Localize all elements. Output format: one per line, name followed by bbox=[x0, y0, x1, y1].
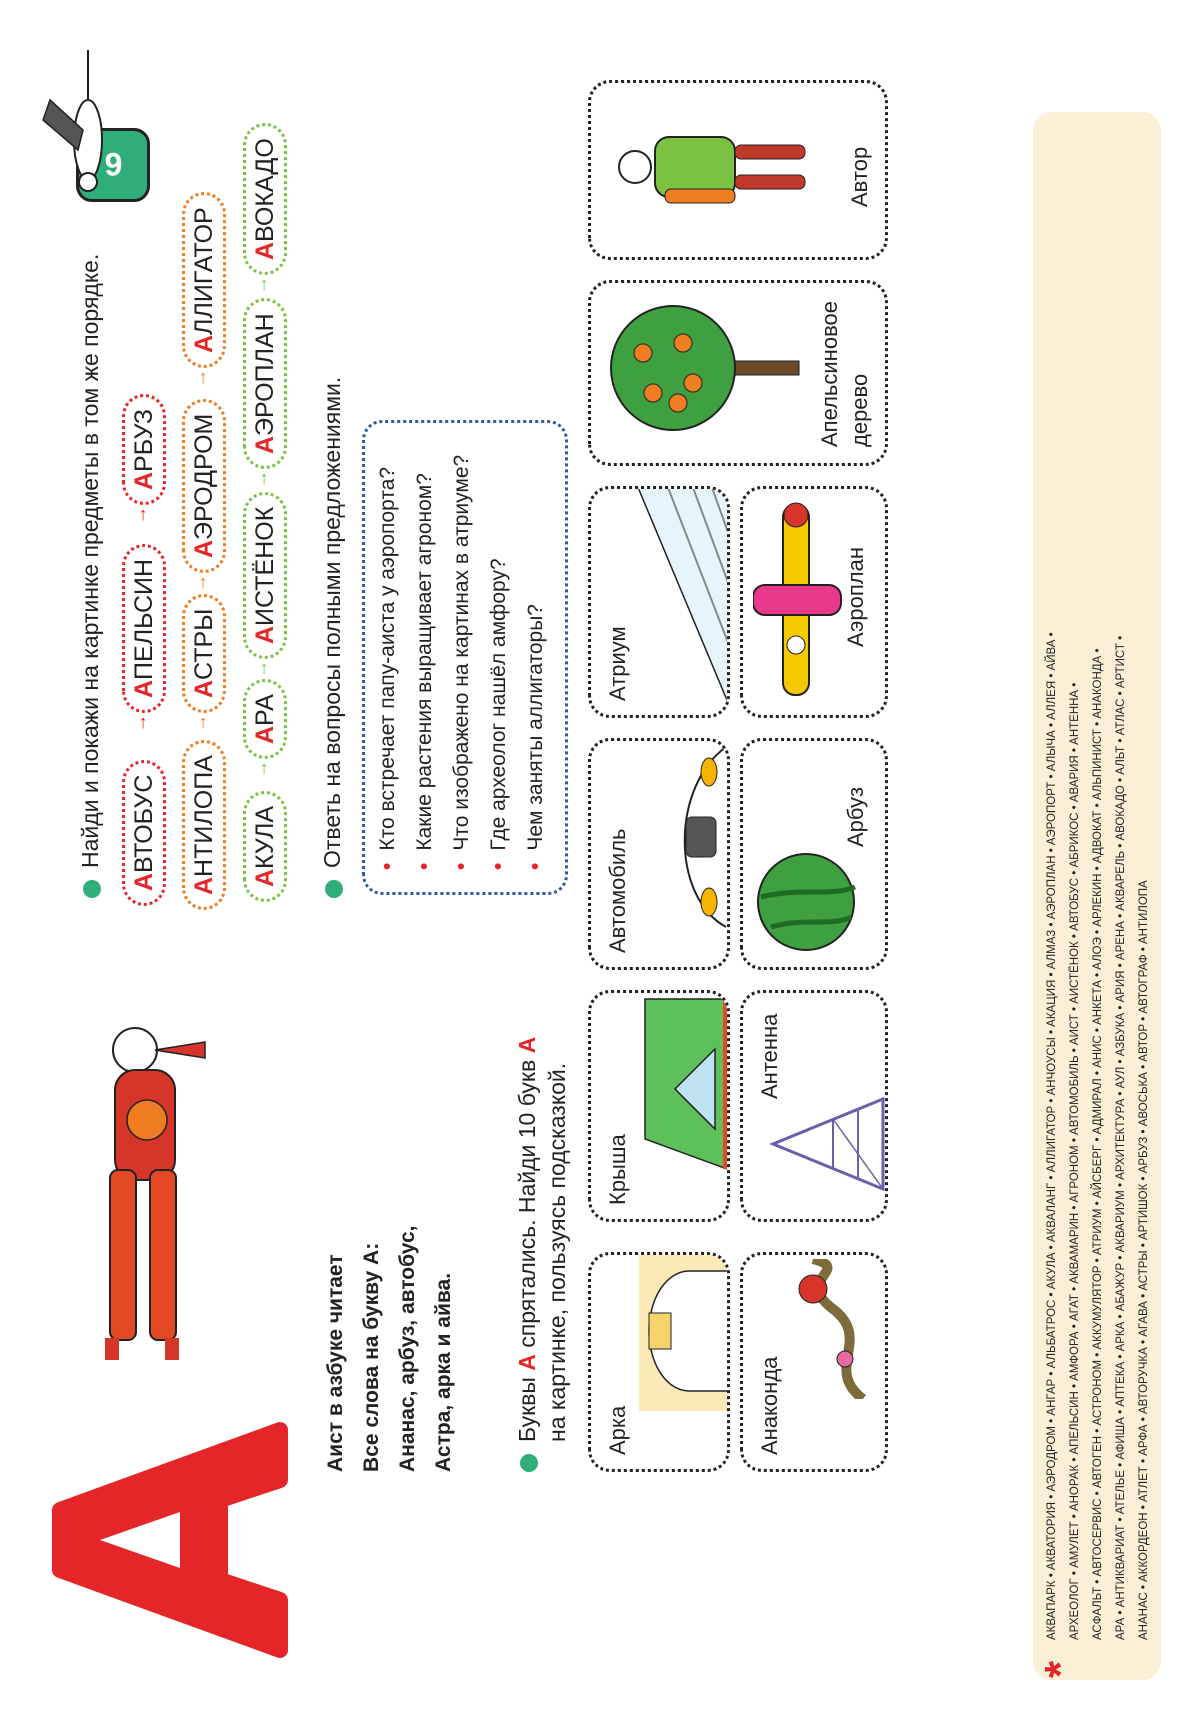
chip-first-letter: А bbox=[250, 868, 279, 887]
intro-line: Все слова на букву А: bbox=[360, 1242, 383, 1472]
word-chip[interactable] bbox=[122, 760, 166, 906]
chip-first-letter: А bbox=[189, 876, 218, 895]
word-chip[interactable] bbox=[243, 679, 287, 759]
question-text: Кто встречает папу-аиста у аэропорта? bbox=[376, 466, 399, 851]
watermelon-picture bbox=[751, 847, 861, 957]
picture-card-avtor[interactable] bbox=[588, 80, 888, 260]
arrow-icon: → bbox=[190, 574, 210, 592]
task3-letter: А bbox=[514, 1354, 540, 1371]
picture-card-arka[interactable] bbox=[588, 1252, 730, 1472]
card-label: дерево bbox=[847, 373, 872, 447]
roof-picture bbox=[635, 990, 729, 1179]
car-picture bbox=[631, 738, 730, 937]
picture-card-arbuz[interactable] bbox=[740, 738, 888, 970]
task1-text: Найди и покажи на картинке предметы в том же порядке. bbox=[77, 253, 103, 868]
question: •Где археолог нашёл амфору? bbox=[487, 558, 510, 870]
chip-word: ЭРОДРОМ bbox=[189, 413, 218, 540]
chip-word: РБУЗ bbox=[129, 408, 158, 472]
picture-card-atrium[interactable] bbox=[588, 486, 730, 718]
card-label: Антенна bbox=[757, 1013, 782, 1099]
antenna-picture bbox=[763, 1079, 887, 1209]
arrow-icon: → bbox=[251, 760, 271, 778]
chip-first-letter: А bbox=[250, 625, 279, 644]
card-label: Аэроплан bbox=[843, 547, 868, 647]
word-chip[interactable] bbox=[122, 544, 166, 713]
question-text: Чем заняты аллигаторы? bbox=[524, 604, 547, 851]
question: •Какие растения выращивает агроном? bbox=[413, 473, 436, 870]
bullet-icon bbox=[520, 1454, 538, 1472]
picture-card-aeroplan[interactable] bbox=[740, 486, 888, 718]
intro-line: Астра, арка и айва. bbox=[432, 1272, 455, 1472]
word-chip[interactable] bbox=[243, 791, 287, 902]
arrow-icon: → bbox=[130, 714, 150, 732]
stork-illustration bbox=[55, 1000, 335, 1380]
chip-word: ИСТЁНОК bbox=[250, 506, 279, 626]
arch-picture bbox=[639, 1252, 730, 1411]
glossary-line: АКВАПАРК • АКВАТОРИЯ • АЭРОДРОМ • АНГАР • АЛЬБАТРОС • АКУЛА • АКВАЛАНГ • АЛЛИГАТОР • АНЧОУСЫ • АКАЦИЯ • АЛМАЗ • АЭРОПЛАН • АЭРОПОРТ • АЛЫЧА • АЛЛЕЯ • АЙВА • bbox=[1046, 632, 1058, 1640]
page-number: 9 bbox=[104, 146, 122, 183]
chip-first-letter: А bbox=[250, 241, 279, 260]
word-chip[interactable] bbox=[243, 492, 287, 659]
task2-instruction bbox=[318, 377, 346, 898]
chip-first-letter: А bbox=[129, 471, 158, 490]
flying-stork-icon bbox=[38, 40, 138, 210]
arrow-icon: → bbox=[251, 660, 271, 678]
word-chip[interactable] bbox=[243, 123, 287, 275]
stork-author-picture bbox=[605, 97, 815, 237]
word-chip[interactable] bbox=[182, 594, 226, 713]
arrow-icon: → bbox=[251, 470, 271, 488]
bullet-icon bbox=[325, 880, 343, 898]
card-label: Апельсиновое bbox=[817, 301, 842, 447]
bullet-icon bbox=[83, 880, 101, 898]
arrow-icon: → bbox=[190, 714, 210, 732]
task3-line: на картинке, пользуясь подсказкой. bbox=[544, 1062, 570, 1442]
chip-first-letter: А bbox=[250, 725, 279, 744]
chip-first-letter: А bbox=[189, 539, 218, 558]
word-chip[interactable] bbox=[243, 298, 287, 469]
chip-first-letter: А bbox=[129, 679, 158, 698]
big-letter-a-graphic bbox=[40, 1410, 300, 1670]
task3-instruction bbox=[512, 1037, 572, 1472]
word-chip[interactable] bbox=[182, 399, 226, 573]
picture-card-avtomobil[interactable] bbox=[588, 738, 730, 970]
picture-card-krysha[interactable] bbox=[588, 990, 730, 1222]
glossary-asterisk: * bbox=[1036, 1660, 1085, 1678]
card-label: Арбуз bbox=[843, 786, 868, 847]
question: •Что изображено на картинах в атриуме? bbox=[450, 454, 473, 870]
chip-first-letter: А bbox=[250, 435, 279, 454]
glossary-line: АРХЕОЛОГ • АМУЛЕТ • АНОРАК • АПЕЛЬСИН • АМФОРА • АГАТ • АКВАМАРИН • АГРОНОМ • АВТОМОБИЛЬ • АИСТ • АИСТЁНОК • АВТОБУС • АБРИКОС • АВАРИЯ • АНТЕННА • bbox=[1069, 682, 1081, 1640]
intro-line: Ананас, арбуз, автобус, bbox=[396, 1225, 419, 1472]
task1-instruction bbox=[76, 254, 104, 898]
chip-word: РА bbox=[250, 694, 279, 726]
task3-prefix: Буквы bbox=[514, 1377, 540, 1442]
chip-word: ПЕЛЬСИН bbox=[129, 558, 158, 680]
card-label: Анаконда bbox=[757, 1356, 782, 1455]
arrow-icon: → bbox=[251, 276, 271, 294]
word-chip[interactable] bbox=[122, 394, 166, 505]
word-chip[interactable] bbox=[182, 740, 226, 910]
picture-card-anakonda[interactable] bbox=[740, 1252, 888, 1472]
task3-letter2: А bbox=[514, 1036, 540, 1054]
atrium-picture bbox=[637, 486, 730, 705]
picture-card-apelsin[interactable] bbox=[588, 280, 888, 466]
question: •Кто встречает папу-аиста у аэропорта? bbox=[376, 466, 399, 870]
task3-line bbox=[512, 1037, 542, 1472]
question-text: Что изображено на картинах в атриуме? bbox=[450, 454, 473, 851]
chip-first-letter: А bbox=[189, 679, 218, 698]
task3-mid: спрятались. Найди 10 букв bbox=[514, 1059, 540, 1348]
chip-first-letter: А bbox=[129, 872, 158, 891]
card-label: Арка bbox=[605, 1405, 630, 1455]
card-label: Атриум bbox=[605, 626, 630, 701]
orange-tree-picture bbox=[603, 293, 803, 443]
glossary-line: АНАНАС • АККОРДЕОН • АТЛЕТ • АРФА • АВТОРУЧКА • АГАВА • АСТРЫ • АРТИШОК • АРБУЗ • АВОСЬКА • АВТОР • АВТОГРАФ • АНТИЛОПА bbox=[1138, 880, 1150, 1640]
intro-poem bbox=[318, 1226, 462, 1472]
task2-text: Ответь на вопросы полными предложениями. bbox=[319, 376, 345, 868]
word-chip[interactable] bbox=[182, 192, 226, 368]
chip-word: ВОКАДО bbox=[250, 138, 279, 242]
picture-card-antenna[interactable] bbox=[740, 990, 888, 1222]
intro-line: Аист в азбуке читает bbox=[324, 1254, 347, 1472]
airplane-picture bbox=[753, 491, 843, 705]
card-label: Крыша bbox=[605, 1134, 630, 1205]
glossary-line: АРА • АНТИКВАРИАТ • АТЕЛЬЕ • АФИША • АПТЕКА • АРКА • АБАЖУР • АКВАРИУМ • АРХИТЕКТУРА • АУЛ • АЗБУКА • АРИЯ • АРЕНА • АКВАРЕЛЬ • АВОКАДО • АЛЬТ • АТЛАС • АРТИСТ • bbox=[1115, 635, 1127, 1640]
question-text: Где археолог нашёл амфору? bbox=[487, 558, 510, 851]
chip-word: ЭРОПЛАН bbox=[250, 313, 279, 436]
card-label: Автомобиль bbox=[605, 828, 630, 953]
glossary-box bbox=[1033, 112, 1161, 1680]
question-text: Какие растения выращивает агроном? bbox=[413, 473, 436, 851]
chip-first-letter: А bbox=[189, 334, 218, 353]
anaconda-picture bbox=[783, 1259, 883, 1399]
chip-word: ВТОБУС bbox=[129, 774, 158, 873]
chip-word: ЛЛИГАТОР bbox=[189, 207, 218, 335]
glossary-line: АСФАЛЬТ • АВТОСЕРВИС • АВТОГЕН • АСТРОНОМ • АККУМУЛЯТОР • АТРИУМ • АЙСБЕРГ • АДМИРАЛ • АНИС • АНКЕТА • АЛОЭ • АРЛЕКИН • АДВОКАТ • АЛЬПИНИСТ • АНАКОНДА • bbox=[1092, 648, 1104, 1640]
arrow-icon: → bbox=[130, 506, 150, 524]
arrow-icon: → bbox=[190, 369, 210, 387]
chip-word: СТРЫ bbox=[189, 608, 218, 680]
question: •Чем заняты аллигаторы? bbox=[524, 604, 547, 870]
card-label: Автор bbox=[847, 146, 872, 207]
chip-word: КУЛА bbox=[250, 805, 279, 869]
chip-word: НТИЛОПА bbox=[189, 755, 218, 877]
